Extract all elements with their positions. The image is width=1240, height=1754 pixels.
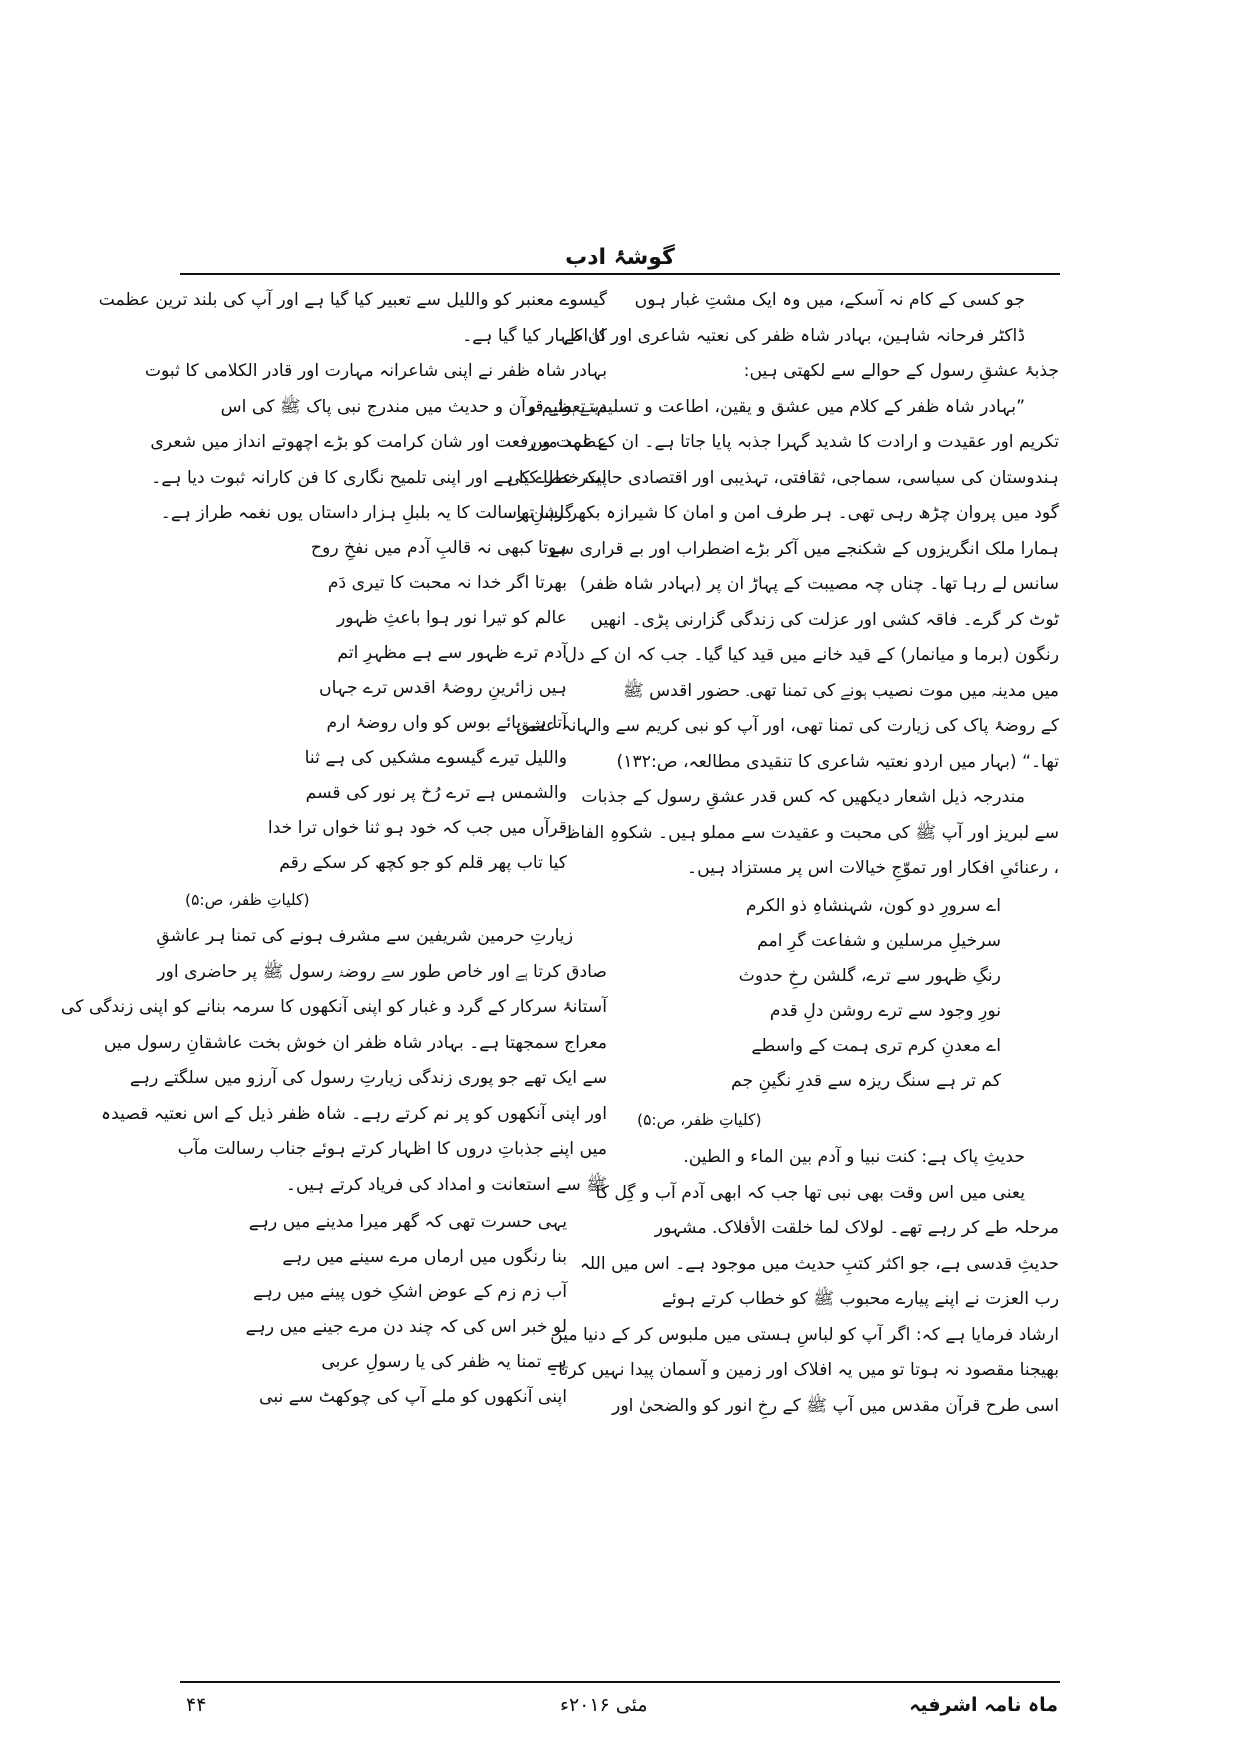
text-line: بہادر شاہ ظفر نے اپنی شاعرانہ مہارت اور قادر الکلامی کا ثبوت [144,361,607,381]
text-line: اسی طرح قرآن مقدس میں آپ ﷺ کے رخِ انور کو والضحیٰ اور [612,1395,1059,1416]
issue-date: مئی ۲۰۱۶ء [560,1694,648,1716]
citation: (کلیاتِ ظفر، ص:۵) [637,1111,762,1129]
text-line: مندرجہ ذیل اشعار دیکھیں کہ کس قدر عشقِ رسول کے جذبات [581,787,1025,807]
text-line: رب العزت نے اپنے پیارے محبوب ﷺ کو خطاب کرتے ہوئے [661,1289,1059,1309]
left-poem-2 [185,1205,607,1415]
verse-line: بھرتا اگر خدا نہ محبت کا تیری دَم [327,573,567,593]
text-line: حدیثِ پاک ہے: کنت نبیا و آدم بین الماء و الطین. [683,1147,1025,1167]
verse-line: ہے تمنا یہ ظفر کی یا رسولِ عربی [321,1352,567,1372]
verse-line: والشمس ہے ترے رُخ پر نور کی قسم [305,783,567,803]
verse-line: اے سرورِ دو کون، شہنشاہِ ذو الکرم [745,896,1001,916]
text-line: حدیثِ قدسی ہے، جو اکثر کتبِ حدیث میں موجود ہے۔ اس میں اللہ [579,1253,1059,1274]
text-line: ﷺ سے استعانت و امداد کی فریاد کرتے ہیں۔ [285,1174,607,1195]
text-line: گود میں پروان چڑھ رہی تھی۔ ہر طرف امن و امان کا شیرازہ بکھر رہا تھا۔ [506,503,1059,523]
text-line: زیارتِ حرمین شریفین سے مشرف ہونے کی تمنا ہر عاشقِ [156,926,573,946]
verse-line: آب زم زم کے عوض اشکِ خوں پینے میں رہے [252,1282,567,1302]
verse-line: قرآں میں جب کہ خود ہو ثنا خواں ترا خدا [267,818,567,838]
left-poem-1-citation [185,885,607,915]
text-line: گلشنِ رسالت کا یہ بلبلِ ہزار داستاں یوں نغمہ طراز ہے۔ [160,503,573,523]
text-line: عظمت و رفعت اور شان کرامت کو بڑے اچھوتے انداز میں شعری [150,432,607,452]
text-line: رنگون (برما و میانمار) کے قید خانے میں قید کیا گیا۔ جب کہ ان کے دل [564,645,1059,665]
verse-line: رنگِ ظہور سے ترے، گلشن رخِ حدوث [738,966,1001,986]
text-line: اور اپنی آنکھوں کو پر نم کرتے رہے۔ شاہ ظفر ذیل کے اس نعتیہ قصیدہ [101,1103,607,1124]
verse-line: یہی حسرت تھی کہ گھر میرا مدینے میں رہے [248,1212,567,1232]
citation: (کلیاتِ ظفر، ص:۵) [185,891,310,909]
text-line: ڈاکٹر فرحانہ شاہین، بہادر شاہ ظفر کی نعتیہ شاعری اور ان کے [564,325,1025,346]
verse-line: اپنی آنکھوں کو ملے آپ کی چوکھٹ سے نبی [259,1387,567,1407]
text-line: ٹوٹ کر گرے۔ فاقہ کشی اور عزلت کی زندگی گزارنی پڑی۔ انھیں [590,609,1059,630]
verse-line: بنا رنگوں میں ارماں مرے سینے میں رہے [282,1247,567,1267]
page-number: ۴۴ [186,1694,207,1716]
text-line: ، رعنائیِ افکار اور تموّجِ خیالات اس پر مستزاد ہیں۔ [687,858,1059,878]
text-line: کے روضۂ پاک کی زیارت کی تمنا تھی، اور آپ کو نبی کریم سے والہانہ عشق [516,716,1059,736]
text-line: تکریم اور عقیدت و ارادت کا شدید گہرا جذبہ پایا جاتا ہے۔ ان کے عہد میں [530,432,1059,452]
text-line: جو کسی کے کام نہ آسکے، میں وہ ایک مشتِ غبار ہوں [634,290,1025,310]
verse-line: لو خبر اس کی کہ چند دن مرے جینے میں رہے [245,1317,567,1337]
header-rule [180,273,1060,275]
text-line: مرحلہ طے کر رہے تھے۔ لولاک لما خلقت الأفلاک. مشہور [654,1218,1059,1238]
text-line: معراج سمجھتا ہے۔ بہادر شاہ ظفر ان خوش بخت عاشقانِ رسول میں [103,1032,607,1053]
verse-line: عالم کو تیرا نور ہوا باعثِ ظہور [336,608,567,628]
text-line: یعنی میں اس وقت بھی نبی تھا جب کہ ابھی آدم آب و گِل کا [595,1182,1025,1203]
verse-line: سرخیلِ مرسلین و شفاعت گرِ امم [757,931,1001,951]
verse-line: نورِ وجود سے ترے روشن دلِ قدم [769,1001,1001,1021]
text-line: آستانۂ سرکار کے گرد و غبار کو اپنی آنکھوں کا سرمہ بنانے کو اپنی زندگی کی [60,997,607,1017]
left-poem-1 [185,531,607,881]
verse-line: کیا تاب پھر قلم کو جو کچھ کر سکے رقم [279,853,567,873]
text-line: سے ایک تھے جو پوری زندگی زیارتِ رسول کی آرزو میں سلگتے رہے [129,1068,607,1088]
magazine-name: ماہ نامہ اشرفیہ [909,1694,1058,1716]
text-line: بھیجنا مقصود نہ ہوتا تو میں یہ افلاک اور زمین و آسمان پیدا نہیں کرتا۔ [548,1360,1059,1380]
text-line: میں مدینہ میں موت نصیب ہونے کی تمنا تھی۔ حضور اقدس ﷺ [622,680,1059,701]
text-line: سے لبریز اور آپ ﷺ کی محبت و عقیدت سے مملو ہیں۔ شکوہِ الفاظ [564,822,1059,843]
right-poem-1 [637,889,1059,1099]
left-prose-1 [98,283,607,532]
verse-line: کم تر ہے سنگ ریزہ سے قدرِ نگینِ جم [731,1071,1001,1091]
section-title: گوشۂ ادب [565,245,675,270]
verse-line: آدم ترے ظہور سے ہے مظہرِ اتم [337,643,567,663]
text-line: کا اظہار کیا گیا ہے۔ [462,325,607,346]
text-line: میں اپنے جذباتِ دروں کا اظہار کرتے ہوئے جناب رسالت مآب [177,1139,607,1159]
text-line: صادق کرتا ہے اور خاص طور سے روضۂ رسول ﷺ پر حاضری اور [157,961,607,982]
verse-line: اے معدنِ کرم تری ہمت کے واسطے [751,1036,1001,1056]
text-line: تھا۔“ (بہار میں اردو نعتیہ شاعری کا تنقیدی مطالعہ، ص:۱۳۲) [616,751,1059,772]
verse-line: ہیں زائرینِ روضۂ اقدس ترے جہاں [318,678,567,698]
text-line: سانس لے رہا تھا۔ چناں چہ مصیبت کے پہاڑ ان پر (بہادر شاہ ظفر) [579,574,1059,594]
text-line: پیکر عطا کیا ہے اور اپنی تلمیح نگاری کا فن کارانہ ثبوت دیا ہے۔ [151,467,607,488]
text-line: دیتے ہوئے قرآن و حدیث میں مندرج نبی پاک ﷺ کی اس [220,396,607,417]
text-line: جذبۂ عشقِ رسول کے حوالے سے لکھتی ہیں: [743,361,1059,381]
text-line: ہمارا ملک انگریزوں کے شکنجے میں آکر بڑے اضطراب اور بے قراری سے [549,538,1059,559]
text-line: گیسوے معنبر کو واللیل سے تعبیر کیا گیا ہے اور آپ کی بلند ترین عظمت [98,290,607,310]
verse-line: آتا ہے پائے بوس کو واں روضۂ ارم [326,713,567,733]
right-prose-2 [548,1140,1059,1424]
text-line: ارشاد فرمایا ہے کہ: اگر آپ کو لباسِ ہستی میں ملبوس کر کے دنیا میں [550,1324,1059,1345]
footer-rule [180,1681,1060,1683]
text-line: ”بہادر شاہ ظفر کے کلام میں عشق و یقین، اطاعت و تسلیم، تعظیم و [527,396,1025,417]
verse-line: ہوتا کبھی نہ قالبِ آدم میں نفخِ روح [310,538,567,558]
text-line: ہندوستان کی سیاسی، سماجی، ثقافتی، تہذیبی اور اقتصادی حالت خطرے کی [506,467,1059,488]
verse-line: واللیل تیرے گیسوے مشکیں کی ہے ثنا [304,748,567,768]
left-prose-2 [60,919,607,1203]
right-poem-1-citation [637,1105,1059,1135]
